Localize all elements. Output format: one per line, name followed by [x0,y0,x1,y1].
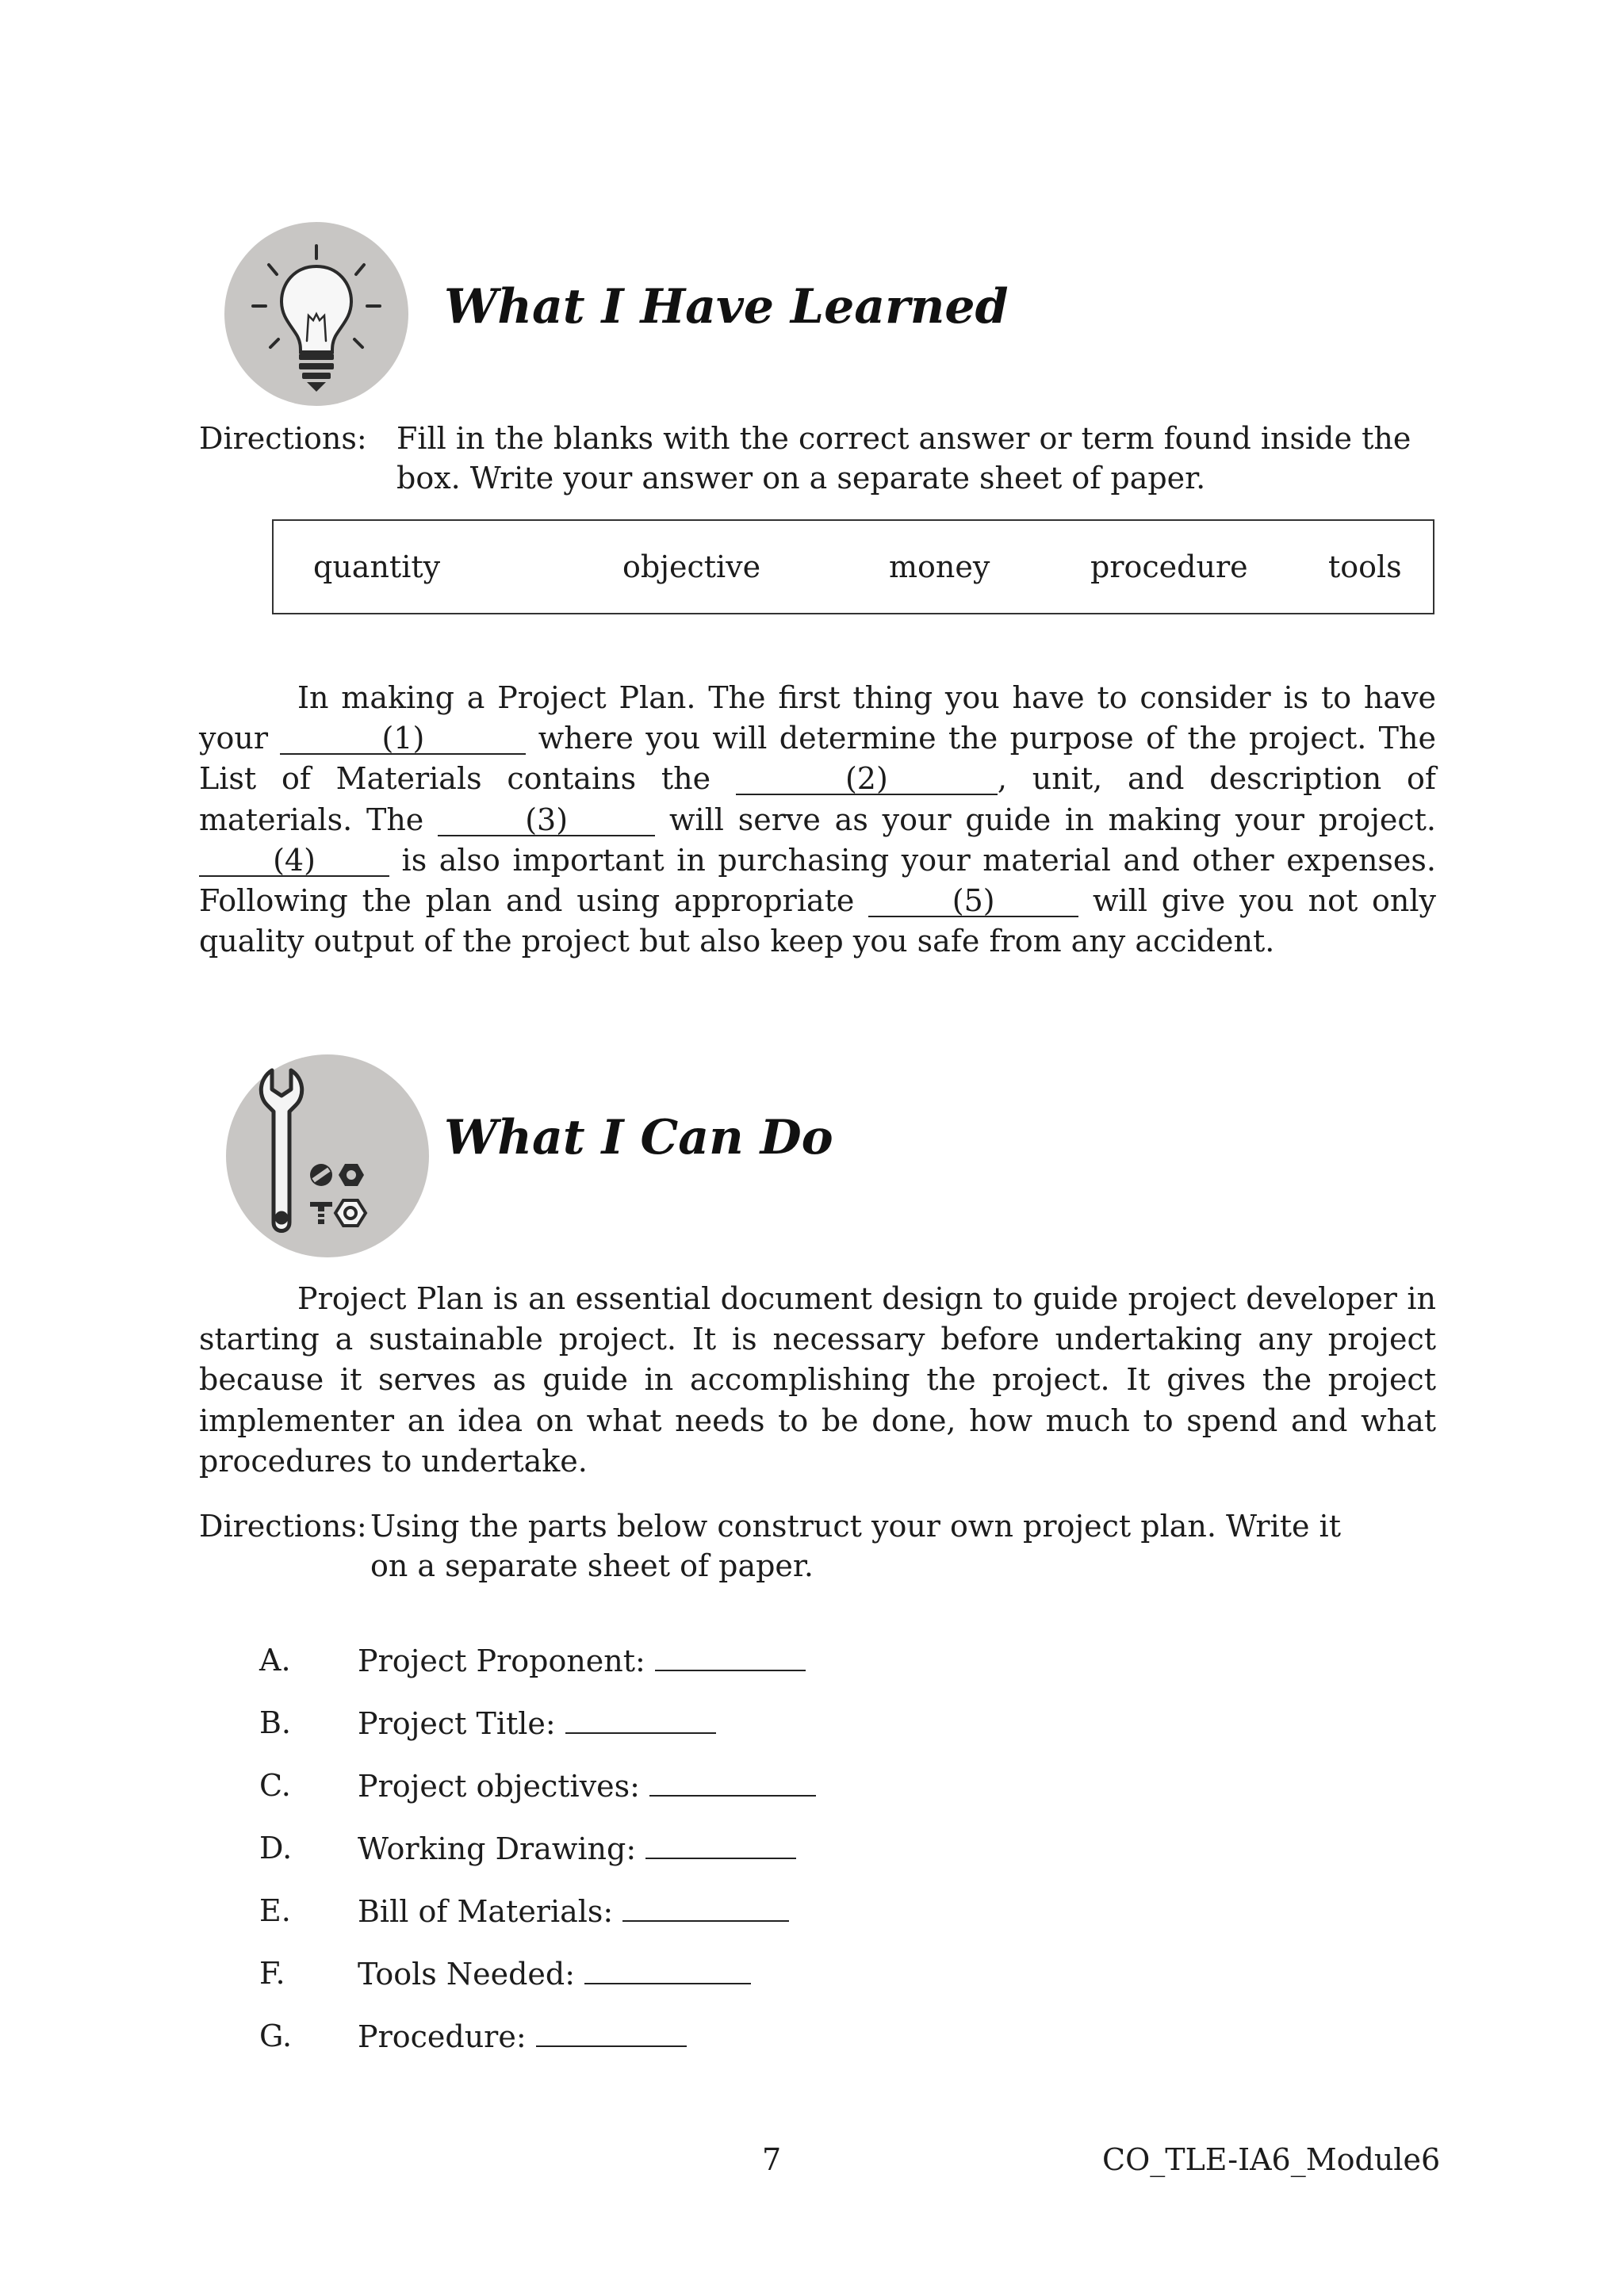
blank-5: (5) [868,886,1078,917]
paragraph-text: is also important in purchasing your material and other expenses. Following the plan and using appropriate [199,842,1436,919]
can-do-directions-text: Using the parts below construct your own project plan. Write it on a separate sheet of paper. [370,1509,1341,1583]
intro-text: Project Plan is an essential document design to guide project developer in starting a sustainable project. It is necessary before undertaking any project because it serves as guide in accomplishing the project. It gives the project implementer an idea on what needs to be done, how much to spend and what procedures to undertake. [199,1281,1436,1479]
answer-blank [584,1956,751,1984]
word-box-item: tools [1328,549,1402,584]
wrench-tools-icon-badge [226,1054,429,1257]
wrench-tools-icon [226,1054,429,1257]
list-letter: B. [259,1705,292,1740]
word-box-item: procedure [1090,549,1248,584]
list-label: Project objectives: [358,1769,640,1804]
learned-section-title: What I Have Learned [444,279,1009,335]
list-label: Tools Needed: [358,1957,576,1992]
word-box-item: money [889,549,990,584]
answer-blank [536,2019,687,2047]
blank-1: (1) [280,723,526,755]
can-do-section-title: What I Can Do [444,1110,833,1165]
lightbulb-icon-badge [224,222,408,406]
answer-blank [565,1705,716,1734]
paragraph-text: will give you not only quality output of the project but also keep you safe from any accident. [199,883,1436,959]
answer-blank [645,1831,796,1859]
list-label: Working Drawing: [358,1831,637,1866]
list-label: Procedure: [358,2019,527,2054]
answer-blank [655,1643,806,1671]
can-do-intro [199,1279,1436,1482]
learned-directions-text: Fill in the blanks with the correct answer or term found inside the box. Write your answer on a separate sheet of paper. [396,421,1411,496]
blank-4: (4) [199,845,389,877]
blank-3: (3) [438,805,655,836]
list-label: Bill of Materials: [358,1894,614,1929]
paragraph-text: In making a Project Plan. The first thing you have to consider is to have your [199,680,1436,756]
answer-blank [649,1768,816,1797]
paragraph-text: , unit, and description of materials. The [199,761,1436,837]
list-letter: F. [259,1956,285,1991]
page-number: 7 [762,2142,782,2177]
paragraph-text: will serve as your guide in making your project. [668,802,1436,837]
learned-directions-label: Directions: [199,421,367,456]
word-box [272,519,1434,614]
can-do-directions-label: Directions: [199,1509,367,1544]
list-label: Project Proponent: [358,1644,645,1678]
list-letter: D. [259,1831,293,1866]
paragraph-text: where you will determine the purpose of the project. The List of Materials contains the [199,721,1436,797]
list-letter: E. [259,1893,291,1928]
fill-in-paragraph [199,678,1436,962]
list-letter: A. [259,1643,291,1678]
list-letter: C. [259,1768,291,1803]
lightbulb-icon [224,222,408,406]
list-letter: G. [259,2019,293,2053]
list-label: Project Title: [358,1706,556,1741]
word-box-item: quantity [313,549,441,584]
module-code: CO_TLE-IA6_Module6 [1102,2142,1441,2177]
blank-2: (2) [736,763,998,795]
word-box-item: objective [622,549,761,584]
answer-blank [622,1893,789,1922]
